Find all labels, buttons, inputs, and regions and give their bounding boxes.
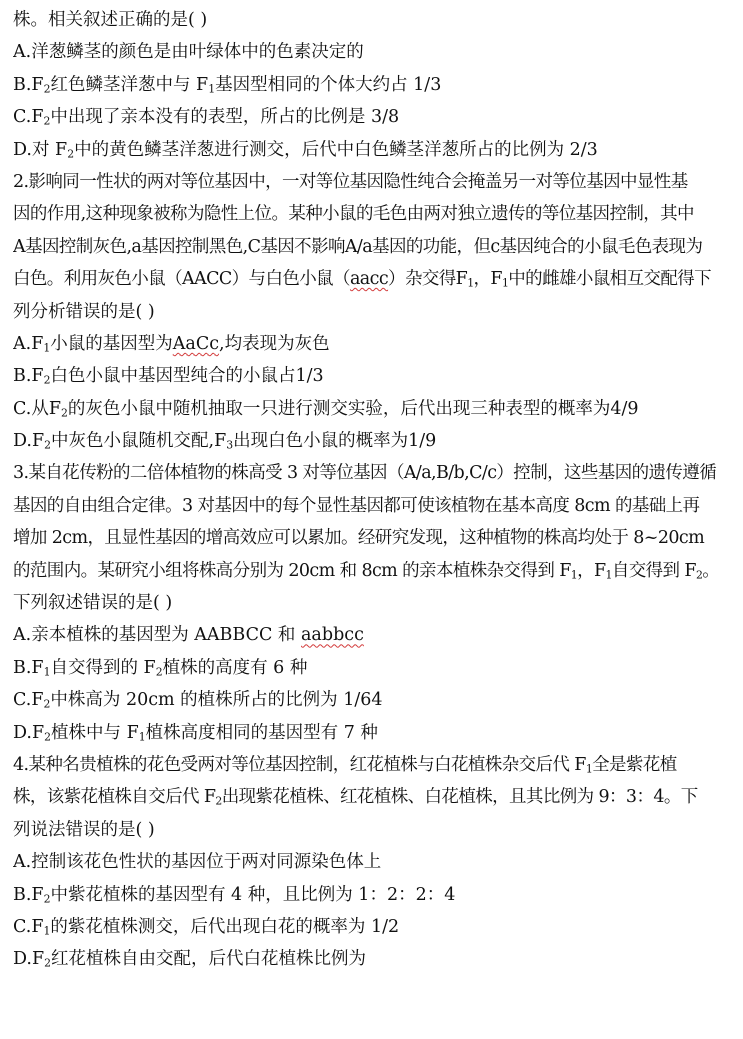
q2-stem-line-5 [13, 296, 731, 328]
q3-option-a [13, 619, 731, 651]
q3-option-d [13, 717, 731, 749]
option-text: 中灰色小鼠随机交配,F [51, 431, 227, 452]
option-text: 白色小鼠中基因型纯合的小鼠占1/3 [50, 366, 324, 387]
option-text: D.F [13, 949, 45, 970]
q3-stem-line-1 [13, 457, 731, 489]
q4-option-d [13, 943, 731, 975]
q1-option-c [13, 101, 731, 133]
option-text: 小鼠的基因型为 [50, 333, 173, 354]
option-text: 红色鳞茎洋葱中与 F [50, 74, 209, 95]
q4-stem-line-3 [13, 814, 731, 846]
stem-text: 出现紫花植株、红花植株、白花植株，且其比例为 9：3：4。下 [221, 787, 698, 808]
q1-stem-tail: 株。相关叙述正确的是( ) [13, 10, 208, 30]
q4-option-c [13, 911, 731, 943]
option-text: D.对 F [13, 139, 68, 160]
stem-text: 基因的自由组合定律。3 对基因中的每个显性基因都可使该植物在基本高度 8cm 的基础上再 [13, 495, 700, 516]
subscript: 2 [44, 957, 52, 971]
stem-text: 因的作用,这种现象被称为隐性上位。某种小鼠的毛色由两对独立遗传的等位基因控制，其中 [13, 204, 694, 225]
subscript: 2 [44, 730, 52, 744]
option-text: 的灰色小鼠中随机抽取一只进行测交实验，后代出现三种表型的概率为4/9 [67, 398, 639, 419]
subscript: 3 [226, 438, 234, 452]
stem-text: 列分析错误的是( ) [13, 301, 155, 322]
stem-text: 4.某种名贵植株的花色受两对等位基因控制，红花植株与白花植株杂交后代 F [13, 754, 586, 775]
stem-text: 。 [702, 560, 720, 581]
q3-stem-line-5 [13, 587, 731, 619]
option-text: 自交得到的 F [50, 657, 156, 678]
option-text: 中的黄色鳞茎洋葱进行测交，后代中白色鳞茎洋葱所占的比例为 2/3 [74, 139, 598, 160]
option-text: B.F [13, 657, 44, 678]
subscript: 2 [44, 438, 52, 452]
subscript: 1 [585, 762, 593, 776]
subscript: 1 [138, 730, 146, 744]
subscript: 2 [43, 892, 51, 906]
stem-text: 株，该紫花植株自交后代 F [13, 787, 216, 808]
stem-text: ，F [473, 269, 502, 290]
stem-text: 白色。利用灰色小鼠（AACC）与白色小鼠（ [13, 269, 350, 290]
subscript: 2 [43, 82, 51, 96]
subscript: 2 [155, 665, 163, 679]
option-text: C.F [13, 916, 44, 937]
spellcheck-underlined-text: aacc [349, 269, 389, 290]
option-text: B.F [13, 884, 44, 905]
q3-stem-line-3 [13, 522, 731, 554]
q2-option-c [13, 393, 731, 425]
subscript: 1 [605, 568, 612, 582]
image-cutoff-fade [363, 1005, 403, 1031]
q2-stem-line-3 [13, 231, 731, 263]
subscript: 2 [60, 406, 68, 420]
subscript: 1 [467, 276, 474, 290]
option-text: 的紫花植株测交，后代出现白花的概率为 1/2 [50, 916, 400, 937]
stem-text: A基因控制灰色,a基因控制黑色,C基因不影响A/a基因的功能，但c基因纯合的小鼠毛色表现为 [13, 236, 703, 257]
option-text: 红花植株自由交配，后代白花植株比例为 [51, 949, 367, 970]
q1-option-b [13, 69, 731, 101]
option-text: 中出现了亲本没有的表型，所占的比例是 3/8 [50, 107, 400, 128]
subscript: 2 [43, 374, 51, 387]
subscript: 1 [43, 341, 51, 355]
stem-text: 自交得到 F [611, 560, 696, 581]
option-text: 中紫花植株的基因型有 4 种，且比例为 1：2：2：4 [50, 884, 456, 905]
q3-option-b [13, 652, 731, 684]
q2-stem-line-1 [13, 166, 731, 198]
stem-text: ）杂交得F [388, 269, 468, 290]
q3-stem-line-2 [13, 490, 731, 522]
q3-stem-line-4 [13, 555, 731, 587]
stem-text: 2.影响同一性状的两对等位基因中，一对等位基因隐性纯合会掩盖另一对等位基因中显性基 [13, 171, 688, 192]
subscript: 2 [695, 568, 703, 582]
stem-text: 的范围内。某研究小组将株高分别为 20cm 和 8cm 的亲本植株杂交得到 F [13, 560, 571, 581]
option-text: C.从F [13, 398, 61, 419]
option-text: A.控制该花色性状的基因位于两对同源染色体上 [13, 852, 382, 873]
stem-text: 下列叙述错误的是( ) [13, 593, 173, 614]
stem-text: 全是紫花植 [592, 754, 677, 775]
stem-text: 3.某自花传粉的二倍体植物的株高受 3 对等位基因（A/a,B/b,C/c）控制，这些基因的遗传遵循 [13, 463, 717, 484]
subscript: 2 [67, 147, 75, 161]
option-text: B.F [13, 366, 44, 387]
spellcheck-underlined-text: aabbcc [301, 625, 364, 646]
stem-text: 增加 2cm，且显性基因的增高效应可以累加。经研究发现，这种植物的株高均处于 8~20cm [13, 528, 705, 549]
q1-option-d [13, 134, 731, 166]
option-text: A.洋葱鳞茎的颜色是由叶绿体中的色素决定的 [13, 42, 364, 63]
q2-option-a [13, 328, 731, 360]
option-text: A.F [13, 333, 44, 354]
subscript: 2 [43, 697, 51, 711]
option-text: C.F [13, 107, 44, 128]
subscript: 1 [570, 568, 578, 582]
option-text: C.F [13, 690, 44, 711]
q4-option-a [13, 846, 731, 878]
subscript: 2 [215, 795, 222, 809]
subscript: 1 [43, 665, 51, 679]
q1-intro-line [13, 4, 731, 36]
option-text: D.F [13, 431, 45, 452]
stem-text: ，F [577, 560, 606, 581]
subscript: 1 [501, 276, 509, 290]
option-text: 基因型相同的个体大约占 1/3 [215, 74, 442, 95]
option-text: A.亲本植株的基因型为 AABBCC 和 [13, 625, 301, 646]
subscript: 1 [208, 82, 216, 96]
q2-stem-line-4 [13, 263, 731, 295]
subscript: 1 [43, 924, 51, 938]
option-text: B.F [13, 74, 44, 95]
q2-option-d [13, 425, 731, 457]
stem-text: 列说法错误的是( ) [13, 819, 155, 840]
q4-option-b [13, 879, 731, 911]
option-text: 出现白色小鼠的概率为1/9 [233, 431, 437, 452]
option-text: ,均表现为灰色 [219, 333, 330, 354]
q1-option-a [13, 36, 731, 68]
option-text: D.F [13, 722, 45, 743]
option-text: 植株的高度有 6 种 [162, 657, 308, 678]
q2-stem-line-2 [13, 198, 731, 230]
option-text: 中株高为 20cm 的植株所占的比例为 1/64 [50, 690, 383, 711]
q2-option-b [13, 360, 731, 392]
spellcheck-underlined-text: AaCc [172, 333, 220, 354]
stem-text: 中的雌雄小鼠相互交配得下 [508, 269, 712, 290]
option-text: 植株高度相同的基因型有 7 种 [145, 722, 378, 743]
q4-stem-line-2 [13, 781, 731, 813]
q3-option-c [13, 684, 731, 716]
q4-stem-line-1 [13, 749, 731, 781]
option-text: 植株中与 F [51, 722, 139, 743]
subscript: 2 [43, 114, 51, 128]
